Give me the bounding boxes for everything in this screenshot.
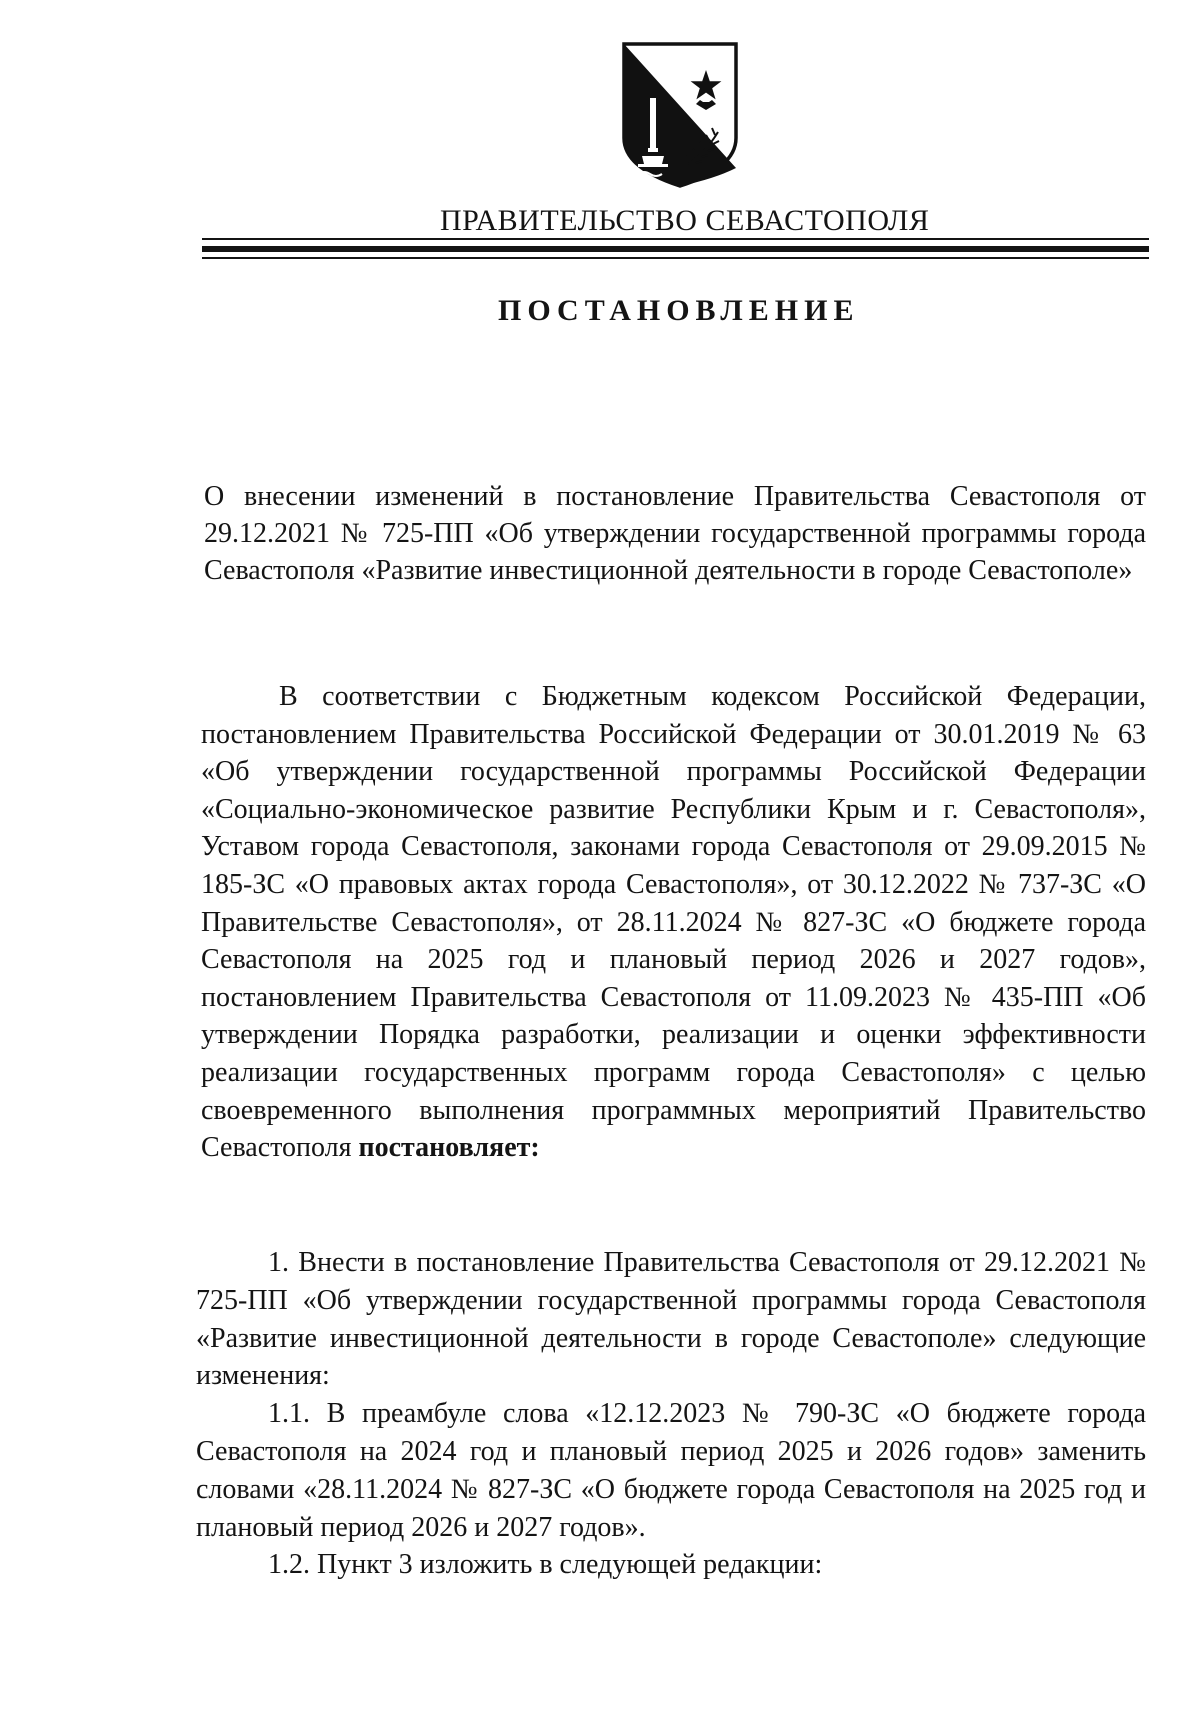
header-divider-top bbox=[202, 238, 1149, 240]
header-divider-bottom bbox=[202, 257, 1149, 259]
preamble-emphasis: постановляет: bbox=[358, 1132, 540, 1164]
sevastopol-coat-of-arms-emblem bbox=[618, 40, 742, 190]
preamble-text: В соответствии с Бюджетным кодексом Российской Федерации, постановлением Правительства Российской Федерации от 30.01.2019 № 63 «Об утверждении государственной программы Российской Федерации «Социально-экономическое развитие Республики Крым и г. Севастополя», Уставом города Севастополя, законами города Севастополя от 29.09.2015 № 185-ЗС «О правовых актах города Севастополя», от 30.12.2022 № 737-ЗС «О Правительстве Севастополя», от 28.11.2024 № 827-ЗС «О бюджете города Севастополя на 2025 год и плановый период 2026 и 2027 годов», постановлением Правительства Севастополя от 11.09.2023 № 435-ПП «Об утверждении Порядка разработки, реализации и оценки эффективности реализации государственных программ города Севастополя» с целью своевременного выполнения программных мероприятий Правительство Севастополя bbox=[201, 681, 1146, 1164]
item-1-1: 1.1. В преамбуле слова «12.12.2023 № 790-ЗС «О бюджете города Севастополя на 2024 год и плановый период 2025 и 2026 годов» заменить словами «28.11.2024 № 827-ЗС «О бюджете города Севастополя на 2025 год и плановый период 2026 и 2027 годов». bbox=[196, 1398, 1146, 1543]
government-name: ПРАВИТЕЛЬСТВО СЕВАСТОПОЛЯ bbox=[440, 204, 930, 237]
resolution-items bbox=[196, 1244, 1146, 1584]
document-type-heading: ПОСТАНОВЛЕНИЕ bbox=[498, 294, 860, 327]
preamble-paragraph bbox=[201, 678, 1146, 1167]
item-1: 1. Внести в постановление Правительства Севастополя от 29.12.2021 № 725-ПП «Об утверждении государственной программы города Севастополя «Развитие инвестиционной деятельности в городе Севастополе» следующие изменения: bbox=[196, 1247, 1146, 1392]
resolution-title: О внесении изменений в постановление Правительства Севастополя от 29.12.2021 № 725-ПП «Об утверждении государственной программы города Севастополя «Развитие инвестиционной деятельности в городе Севастополе» bbox=[204, 481, 1146, 586]
header-divider-thick bbox=[202, 246, 1149, 252]
item-1-2: 1.2. Пункт 3 изложить в следующей редакции: bbox=[268, 1549, 823, 1581]
